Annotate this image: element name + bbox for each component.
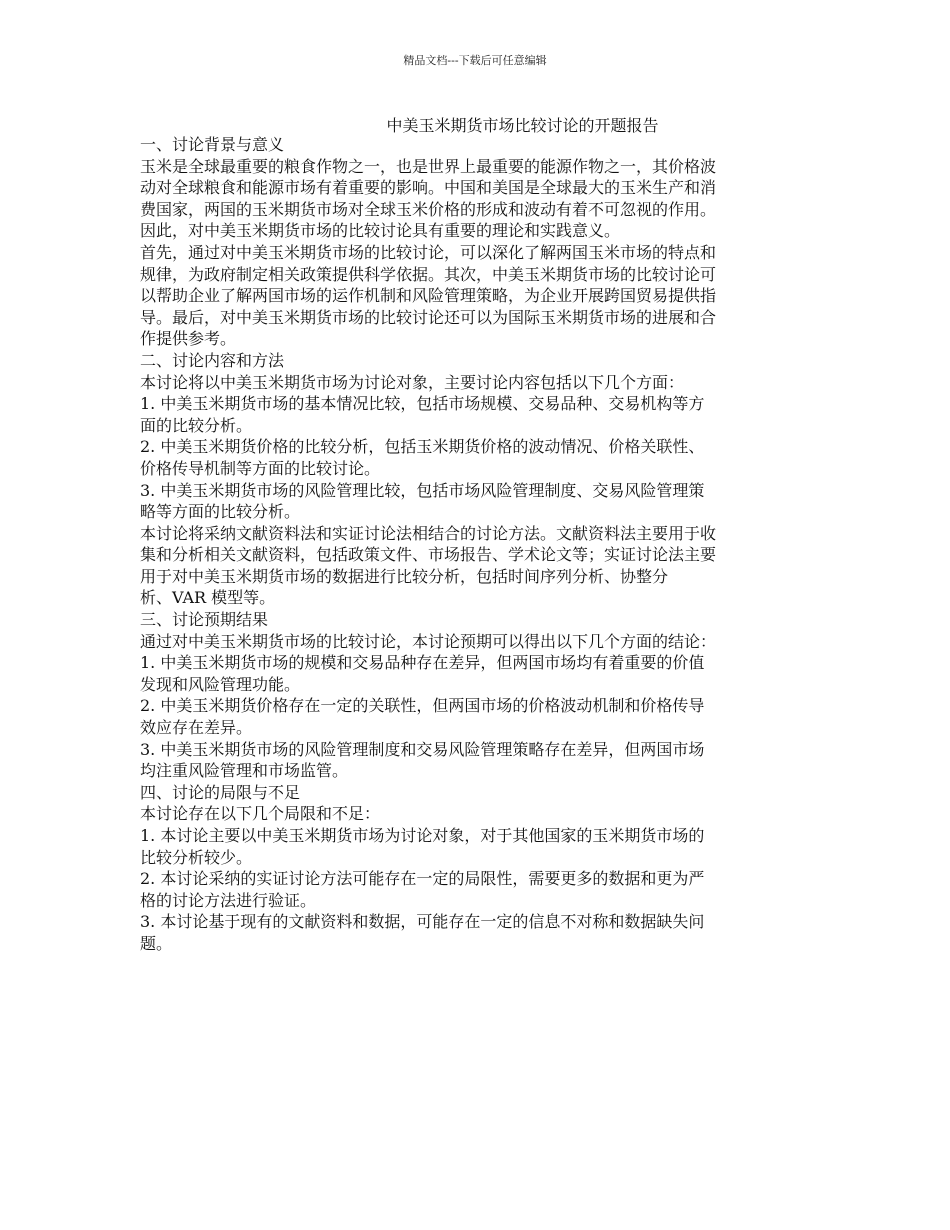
paragraph-line: 本讨论将以中美玉米期货市场为讨论对象，主要讨论内容包括以下几个方面：: [140, 372, 685, 392]
paragraph-line: 首先，通过对中美玉米期货市场的比较讨论，可以深化了解两国玉米市场的特点和: [140, 242, 717, 262]
paragraph-line: 本讨论存在以下几个局限和不足：: [140, 804, 381, 824]
paragraph-line: 用于对中美玉米期货市场的数据进行比较分析，包括时间序列分析、协整分: [140, 566, 669, 586]
paragraph-line: 费国家，两国的玉米期货市场对全球玉米价格的形成和波动有着不可忽视的作用。: [140, 199, 717, 219]
paragraph-line: 因此，对中美玉米期货市场的比较讨论具有重要的理论和实践意义。: [140, 221, 621, 241]
paragraph-line: 2. 中美玉米期货价格存在一定的关联性，但两国市场的价格波动机制和价格传导: [140, 696, 705, 716]
paragraph-line: 效应存在差异。: [140, 718, 253, 738]
paragraph-line: 2. 本讨论采纳的实证讨论方法可能存在一定的局限性，需要更多的数据和更为严: [140, 869, 705, 889]
paragraph-line: 比较分析较少。: [140, 847, 253, 867]
paragraph-line: 导。最后，对中美玉米期货市场的比较讨论还可以为国际玉米期货市场的进展和合: [140, 307, 717, 327]
section-heading: 二、讨论内容和方法: [140, 350, 285, 370]
section-heading: 四、讨论的局限与不足: [140, 782, 301, 802]
paragraph-line: 1. 中美玉米期货市场的基本情况比较，包括市场规模、交易品种、交易机构等方: [140, 394, 705, 414]
paragraph-line: 3. 中美玉米期货市场的风险管理比较，包括市场风险管理制度、交易风险管理策: [140, 480, 705, 500]
paragraph-line: 本讨论将采纳文献资料法和实证讨论法相结合的讨论方法。文献资料法主要用于收: [140, 523, 717, 543]
document-body: [140, 134, 815, 955]
section-heading: 一、讨论背景与意义: [140, 135, 285, 154]
document-title: 中美玉米期货市场比较讨论的开题报告: [386, 116, 659, 135]
paragraph-line: 3. 本讨论基于现有的文献资料和数据，可能存在一定的信息不对称和数据缺失问: [140, 912, 705, 932]
paragraph-line: 玉米是全球最重要的粮食作物之一，也是世界上最重要的能源作物之一，其价格波: [140, 156, 717, 176]
paragraph-line: 面的比较分析。: [140, 415, 253, 435]
paragraph-line: 发现和风险管理功能。: [140, 674, 301, 694]
paragraph-line: 略等方面的比较分析。: [140, 502, 301, 522]
paragraph-line: 3. 中美玉米期货市场的风险管理制度和交易风险管理策略存在差异，但两国市场: [140, 739, 705, 759]
paragraph-line: 1. 中美玉米期货市场的规模和交易品种存在差异，但两国市场均有着重要的价值: [140, 653, 705, 673]
paragraph-line: 以帮助企业了解两国市场的运作机制和风险管理策略，为企业开展跨国贸易提供指: [140, 286, 717, 306]
paragraph-line: 动对全球粮食和能源市场有着重要的影响。中国和美国是全球最大的玉米生产和消: [140, 178, 717, 198]
paragraph-line: 规律，为政府制定相关政策提供科学依据。其次，中美玉米期货市场的比较讨论可: [140, 264, 717, 284]
paragraph-line: 通过对中美玉米期货市场的比较讨论，本讨论预期可以得出以下几个方面的结论：: [140, 631, 717, 651]
paragraph-line: 1. 本讨论主要以中美玉米期货市场为讨论对象，对于其他国家的玉米期货市场的: [140, 826, 705, 845]
paragraph-line: 题。: [140, 933, 173, 953]
paragraph-line: 格的讨论方法进行验证。: [140, 890, 317, 910]
paragraph-line: 2. 中美玉米期货价格的比较分析，包括玉米期货价格的波动情况、价格关联性、: [140, 437, 705, 457]
section-heading: 三、讨论预期结果: [140, 610, 269, 630]
paragraph-line: 析、VAR 模型等。: [140, 588, 276, 608]
paragraph-line: 作提供参考。: [140, 329, 237, 349]
paragraph-line: 均注重风险管理和市场监管。: [140, 761, 349, 781]
page-header: 精品文档---下载后可任意编辑: [403, 54, 547, 67]
paragraph-line: 集和分析相关文献资料，包括政策文件、市场报告、学术论文等；实证讨论法主要: [140, 545, 717, 565]
paragraph-line: 价格传导机制等方面的比较讨论。: [140, 458, 381, 478]
